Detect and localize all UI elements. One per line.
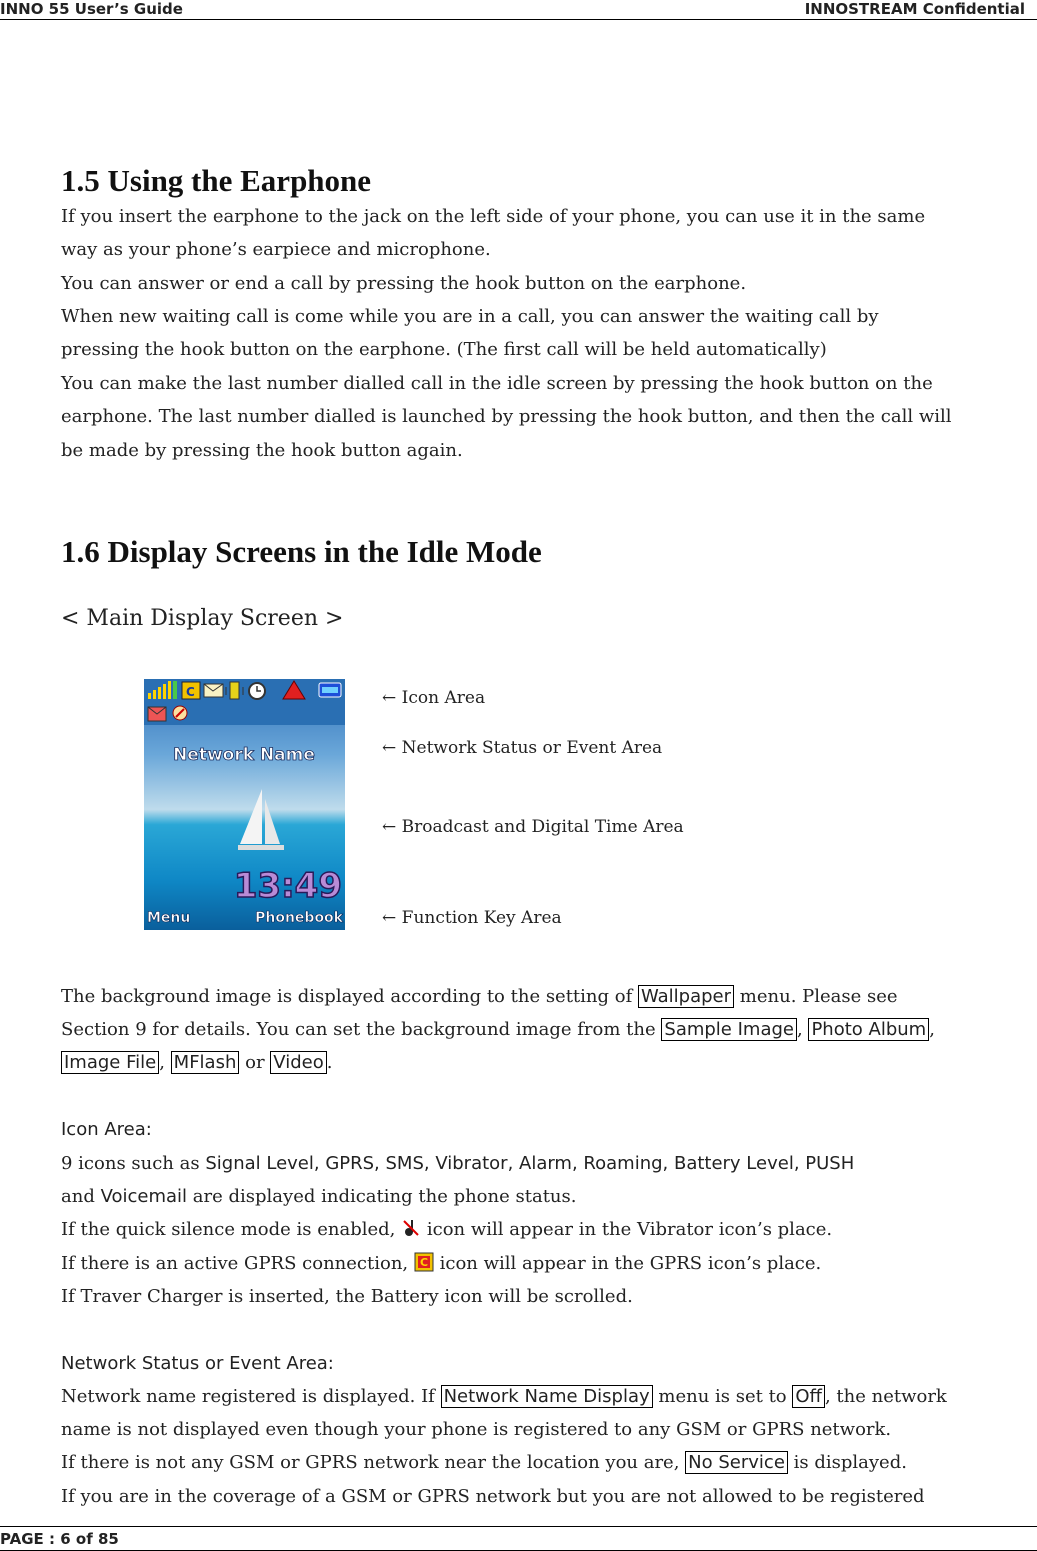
text-run: icon will appear in the GPRS icon’s place. [439, 1253, 822, 1274]
paragraph-line: You can make the last number dialled call in the idle screen by pressing the hook button on the [61, 373, 933, 394]
icon-list: Signal Level, GPRS, SMS, Vibrator, Alarm, Roaming, Battery Level, PUSH [205, 1153, 855, 1174]
text-run: The background image is displayed according to the setting of [61, 986, 633, 1007]
paragraph-line [61, 1213, 832, 1246]
silence-icon [401, 1218, 421, 1238]
svg-text:C: C [419, 1256, 428, 1269]
svg-text:C: C [186, 685, 195, 699]
text-run: If there is not any GSM or GPRS network near the location you are, [61, 1452, 680, 1473]
header-confidential: INNOSTREAM Confidential [804, 0, 1025, 18]
label-network-area [382, 738, 662, 758]
heading-network-area: Network Status or Event Area: [61, 1353, 334, 1374]
softkey-phonebook: Phonebook [255, 910, 343, 926]
paragraph-line [61, 1147, 854, 1180]
paragraph-line [61, 1380, 947, 1413]
label-network-area-text: Network Status or Event Area [401, 738, 663, 758]
phone-screen-image [144, 679, 345, 930]
text-run: is displayed. [793, 1452, 907, 1473]
gprs-active-icon [414, 1252, 434, 1272]
sailboat-image [238, 789, 284, 850]
paragraph-line: If you insert the earphone to the jack on the left side of your phone, you can use it in the same [61, 206, 926, 227]
page-number: PAGE : 6 of 85 [0, 1530, 119, 1548]
arrow-left-icon: ← [382, 817, 397, 837]
network-name-text: Network Name [173, 745, 315, 765]
clock-time-text: 13:49 [233, 866, 342, 906]
menu-ref-photo-album: Photo Album [808, 1018, 929, 1041]
text-run: menu. Please see [739, 986, 898, 1007]
battery-icon [319, 683, 341, 697]
arrow-left-icon: ← [382, 908, 397, 928]
menu-ref-video: Video [270, 1051, 326, 1074]
sms-icon [204, 684, 223, 697]
text-run: or [245, 1052, 265, 1073]
menu-ref-image-file: Image File [61, 1051, 159, 1074]
label-broadcast-area [382, 817, 684, 837]
text-run: Network name registered is displayed. If [61, 1386, 435, 1407]
section-title-display-screens: 1.6 Display Screens in the Idle Mode [61, 534, 542, 569]
paragraph-line [61, 1180, 576, 1213]
text-run: are displayed indicating the phone status. [192, 1186, 577, 1207]
text-run: If the quick silence mode is enabled, [61, 1219, 396, 1240]
header-doc-title: INNO 55 User’s Guide [0, 0, 183, 18]
text-run: 9 icons such as [61, 1153, 200, 1174]
paragraph-line: If you are in the coverage of a GSM or GPRS network but you are not allowed to be registered [61, 1486, 925, 1507]
label-icon-area [382, 688, 485, 708]
paragraph-line: way as your phone’s earpiece and microphone. [61, 239, 491, 260]
menu-ref-no-service: No Service [685, 1451, 788, 1474]
push-icon [148, 707, 166, 721]
label-function-area [382, 908, 562, 928]
section-title-earphone: 1.5 Using the Earphone [61, 163, 372, 198]
menu-ref-sample-image: Sample Image [661, 1018, 797, 1041]
menu-ref-wallpaper: Wallpaper [638, 985, 734, 1008]
phone-screen-drawing [144, 679, 345, 930]
text-run: menu is set to [658, 1386, 787, 1407]
gprs-icon [182, 682, 200, 699]
arrow-left-icon: ← [382, 738, 397, 758]
label-function-area-text: Function Key Area [401, 908, 562, 928]
text-run: Section 9 for details. You can set the background image from the [61, 1019, 656, 1040]
paragraph-line [61, 980, 898, 1013]
label-icon-area-text: Icon Area [401, 688, 486, 708]
voicemail-icon [173, 706, 187, 720]
paragraph-line: If Traver Charger is inserted, the Battery icon will be scrolled. [61, 1286, 633, 1307]
paragraph-line: name is not displayed even though your phone is registered to any GSM or GPRS network. [61, 1419, 892, 1440]
alarm-icon [249, 683, 265, 699]
menu-ref-mflash: MFlash [171, 1051, 240, 1074]
paragraph-line: Section 9 for details. You can set the background image from the Sample Image , Photo Album , [61, 1019, 935, 1040]
label-broadcast-area-text: Broadcast and Digital Time Area [401, 817, 684, 837]
paragraph-line: pressing the hook button on the earphone. (The first call will be held automatically) [61, 339, 827, 360]
subtitle-main-display: < Main Display Screen > [61, 606, 344, 631]
paragraph-line: Image File , MFlash or Video . [61, 1046, 332, 1079]
text-run: If there is an active GPRS connection, [61, 1253, 409, 1274]
paragraph-line: You can answer or end a call by pressing the hook button on the earphone. [61, 273, 747, 294]
voicemail-ref: Voicemail [100, 1186, 188, 1207]
page-header [0, 0, 1037, 20]
text-run: icon will appear in the Vibrator icon’s place. [426, 1219, 833, 1240]
paragraph-line [61, 1446, 907, 1479]
paragraph-line [61, 1247, 821, 1280]
heading-icon-area: Icon Area: [61, 1119, 152, 1140]
arrow-left-icon: ← [382, 688, 397, 708]
text-run: and [61, 1186, 95, 1207]
softkey-menu: Menu [147, 910, 191, 926]
paragraph-line: be made by pressing the hook button again. [61, 440, 463, 461]
menu-ref-off: Off [792, 1385, 825, 1408]
paragraph-line: earphone. The last number dialled is launched by pressing the hook button, and then the call will [61, 406, 952, 427]
paragraph-line: When new waiting call is come while you are in a call, you can answer the waiting call by [61, 306, 879, 327]
text-run: , the network [824, 1386, 947, 1407]
page-footer [0, 1526, 1037, 1551]
menu-ref-network-name-display: Network Name Display [441, 1385, 653, 1408]
